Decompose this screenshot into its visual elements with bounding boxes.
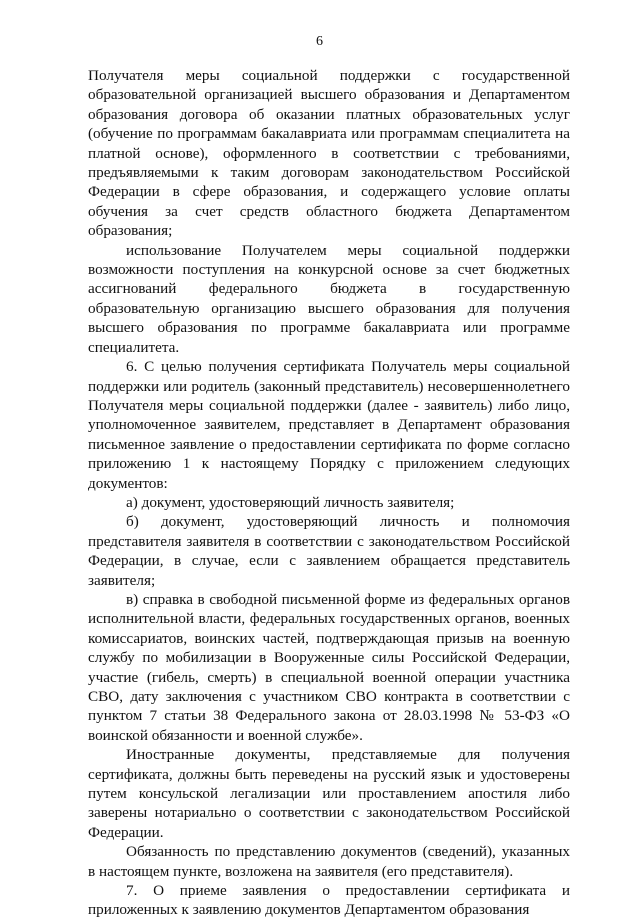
paragraph-obligation: Обязанность по представлению документов (сведений), указанных в настоящем пункте, возложена на заявителя (его представителя).: [88, 843, 570, 880]
list-item-a: а) документ, удостоверяющий личность заявителя;: [126, 493, 455, 511]
page-number: 6: [316, 34, 323, 49]
document-body: [88, 66, 570, 920]
paragraph-contract-condition: Получателя меры социальной поддержки с государственной образовательной организацией высшего образования и Департаментом образования договора об оказании платных образовательных услуг (обучение по программам бакалавриата или программам специалитета на платной основе), оформленного в соответствии с требованиями, предъявляемыми к таким договорам законодательством Российской Федерации в сфере образования, и содержащего условие оплаты обучения за счет средств областного бюджета Департаментом образования;: [88, 67, 570, 240]
paragraph-section-7: 7. О приеме заявления о предоставлении сертификата и приложенных к заявлению документов Департаментом образования: [88, 882, 570, 919]
list-item-b: б) документ, удостоверяющий личность и полномочия представителя заявителя в соответствии с законодательством Российской Федерации, в случае, если с заявлением обращается представитель заявителя;: [88, 513, 570, 589]
list-item-v: в) справка в свободной письменной форме из федеральных органов исполнительной власти, федеральных государственных органов, военных комиссариатов, воинских частей, подтверждающая призыв на военную службу по мобилизации в Вооруженные силы Российской Федерации, участие (гибель, смерть) в специальной военной операции участника СВО, дату заключения с участником СВО контракта в соответствии с пунктом 7 статьи 38 Федерального закона от 28.03.1998 № 53-ФЗ «О воинской обязанности и военной службе».: [88, 590, 570, 744]
paragraph-section-6: 6. С целью получения сертификата Получатель меры социальной поддержки или родитель (законный представитель) несовершеннолетнего Получателя меры социальной поддержки (далее - заявитель) либо лицо, уполномоченное заявителем, представляет в Департамент образования письменное заявление о предоставлении сертификата по форме согласно приложению 1 к настоящему Порядку с приложением следующих документов:: [88, 358, 570, 492]
paragraph-budget-admission: использование Получателем меры социальной поддержки возможности поступления на конкурсной основе за счет бюджетных ассигнований федерального бюджета в государственную образовательную организацию высшего образования для получения высшего образования по программе бакалавриата или программе специалитета.: [88, 241, 570, 356]
paragraph-foreign-documents: Иностранные документы, представляемые для получения сертификата, должны быть переведены на русский язык и удостоверены путем консульской легализации или проставлением апостиля либо заверены нотариально о соответствии с законодательством Российской Федерации.: [88, 746, 570, 841]
